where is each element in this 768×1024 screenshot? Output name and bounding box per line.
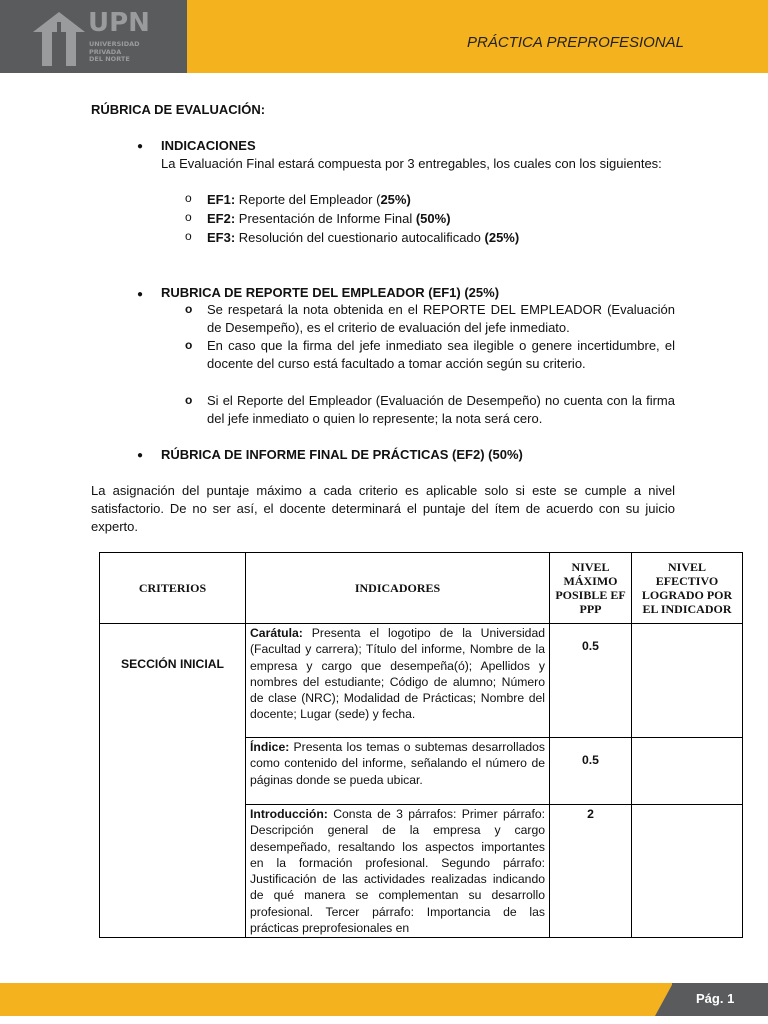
ef2-item: EF2: Presentación de Informe Final (50%) — [207, 211, 451, 226]
bullet-icon: ● — [137, 450, 144, 461]
university-logo — [0, 0, 187, 73]
header-indicadores: INDICADORES — [246, 553, 550, 624]
circle-bullet-icon: o — [185, 393, 193, 407]
table-row — [100, 624, 743, 738]
circle-bullet-icon: o — [185, 210, 192, 224]
circle-bullet-icon: o — [185, 338, 193, 352]
ef1-item: EF1: Reporte del Empleador (25%) — [207, 192, 411, 207]
scoring-paragraph: La asignación del puntaje máximo a cada criterio es aplicable solo si este se cumple a nivel satisfactorio. De no ser así, el docente determinará el puntaje del ítem de acuerdo con su juicio experto. — [91, 483, 675, 534]
max-level-cell: 2 — [550, 805, 632, 938]
circle-bullet-icon: o — [185, 302, 193, 316]
indicator-cell: Índice: Presenta los temas o subtemas desarrollados como contenido del informe, señalando el número de páginas donde se pueda ubicar. — [246, 738, 550, 805]
max-level-cell: 0.5 — [550, 738, 632, 805]
upn-arrow-icon — [33, 12, 85, 66]
indicaciones-intro: La Evaluación Final estará compuesta por 3 entregables, los cuales con los siguientes: — [161, 156, 662, 171]
indicaciones-title: INDICACIONES — [161, 138, 256, 153]
ef2-section-title: RÚBRICA DE INFORME FINAL DE PRÁCTICAS (EF2) (50%) — [161, 447, 523, 462]
ef3-item: EF3: Resolución del cuestionario autocalificado (25%) — [207, 230, 520, 245]
effective-level-cell — [632, 805, 743, 938]
indicator-cell: Carátula: Presenta el logotipo de la Universidad (Facultad y carrera); Título del informe, Nombre de la empresa y cargo que desempeña(ó); Apellidos y nombres del estudiante; Código de alumno; Número de clase (NRC); Modalidad de Prácticas; Nombre del docente; Lugar (sede) y fecha. — [246, 624, 550, 738]
bullet-icon: ● — [137, 289, 144, 300]
page-number: Pág. 1 — [696, 991, 735, 1006]
indicator-cell: Introducción: Consta de 3 párrafos: Primer párrafo: Descripción general de la empresa y cargo desempeñado, resaltando los aspectos importantes en la formación profesional. Segundo párrafo: Justificación de las actividades realizadas indicando de qué manera se complementan su desarrollo profesional. Tercer párrafo: Importancia de las prácticas preprofesionales en — [246, 805, 550, 938]
rubric-table — [99, 552, 743, 938]
header-criterios: CRITERIOS — [100, 553, 246, 624]
footer-bar — [0, 983, 768, 1016]
ef1-rule-2: En caso que la firma del jefe inmediato sea ilegible o genere incertidumbre, el docente del curso está facultado a tomar acción según su criterio. — [207, 338, 675, 371]
header-nivel-maximo: NIVEL MÁXIMO POSIBLE EF PPP — [550, 553, 632, 624]
effective-level-cell — [632, 624, 743, 738]
header-nivel-efectivo: NIVEL EFECTIVO LOGRADO POR EL INDICADOR — [632, 553, 743, 624]
logo-subtitle: UNIVERSIDAD PRIVADA DEL NORTE — [89, 40, 140, 63]
ef1-rule-1: Se respetará la nota obtenida en el REPORTE DEL EMPLEADOR (Evaluación de Desempeño), es el criterio de evaluación del jefe inmediato. — [207, 302, 675, 335]
bullet-icon: ● — [137, 141, 144, 152]
ef1-section-title: RUBRICA DE REPORTE DEL EMPLEADOR (EF1) (25%) — [161, 285, 500, 300]
ef1-rule-3: Si el Reporte del Empleador (Evaluación de Desempeño) no cuenta con la firma del jefe inmediato o quien lo represente; la nota será cero. — [207, 393, 675, 426]
page-header-title: PRÁCTICA PREPROFESIONAL — [467, 34, 684, 51]
circle-bullet-icon: o — [185, 229, 192, 243]
max-level-cell: 0.5 — [550, 624, 632, 738]
criteria-section-inicial: SECCIÓN INICIAL — [100, 624, 246, 938]
logo-name: UPN — [88, 8, 150, 38]
table-header-row — [100, 553, 743, 624]
circle-bullet-icon: o — [185, 191, 192, 205]
effective-level-cell — [632, 738, 743, 805]
document-heading: RÚBRICA DE EVALUACIÓN: — [91, 102, 266, 117]
